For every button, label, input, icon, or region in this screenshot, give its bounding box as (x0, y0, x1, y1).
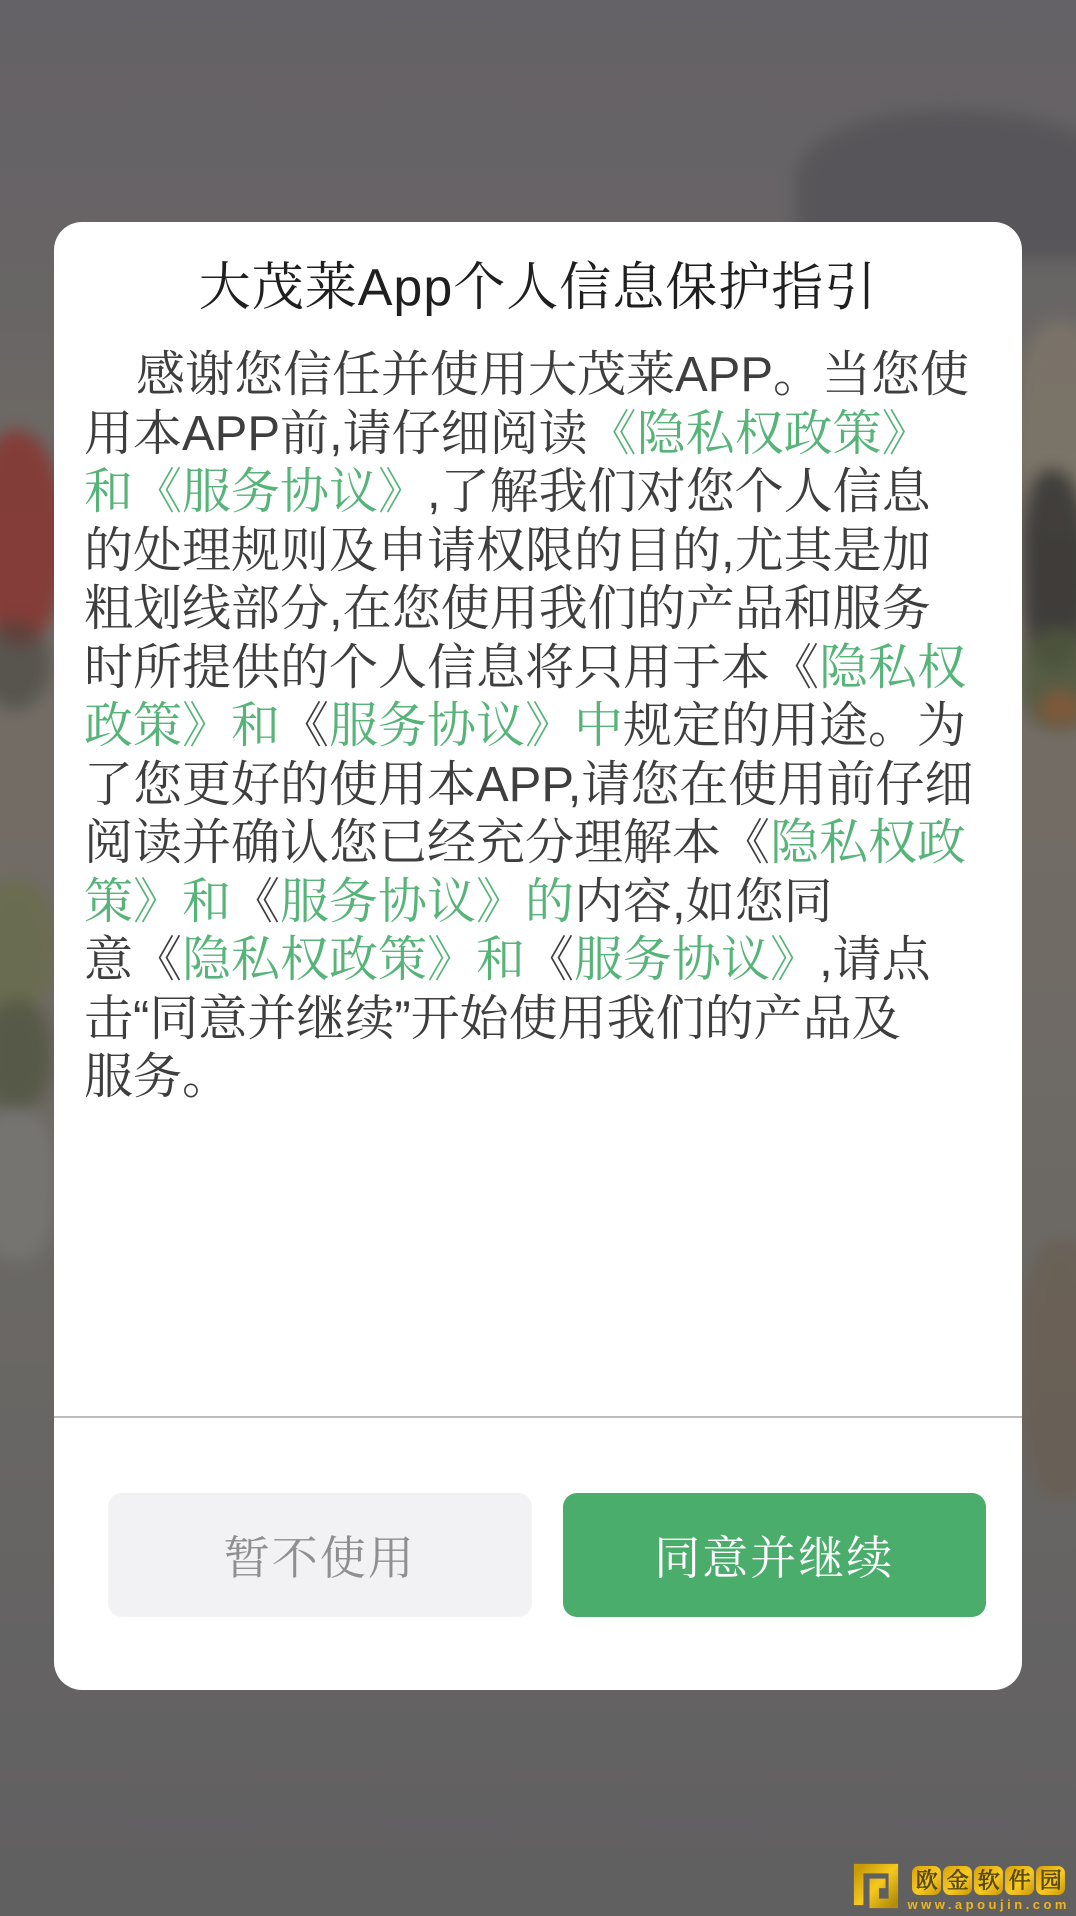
site-name-stamp: 金 (943, 1866, 972, 1895)
body-line (84, 697, 994, 756)
site-name-stamp: 软 (974, 1866, 1003, 1895)
body-line (84, 756, 994, 815)
body-line (84, 346, 994, 405)
privacy-notice-text (84, 346, 994, 1107)
privacy-policy-link[interactable]: 《隐私权政策》 (587, 406, 931, 461)
site-name-stamp: 件 (1005, 1866, 1034, 1895)
site-name-stamp: 欧 (912, 1866, 941, 1895)
service-agreement-link[interactable]: 服务协议》 (574, 933, 820, 987)
body-text-segment: ,请点 (819, 933, 931, 987)
body-text-segment: ,了解我们对您个人信息 (427, 465, 931, 519)
service-agreement-link[interactable]: 服务协议》的 (280, 874, 575, 929)
privacy-policy-link[interactable]: 策》和 (84, 874, 232, 929)
dialog-title: 大茂莱App个人信息保护指引 (198, 259, 878, 317)
body-text-segment: 用本APP前,请仔细阅读 (84, 406, 588, 461)
divider (54, 1416, 1022, 1418)
body-line (84, 873, 994, 932)
body-text-segment: 《 (525, 933, 575, 987)
site-watermark (850, 1860, 1070, 1912)
body-text-segment: 《 (280, 699, 330, 753)
privacy-guide-dialog (54, 222, 1022, 1690)
body-line (84, 522, 994, 581)
privacy-policy-link[interactable]: 政策》和 (84, 699, 281, 753)
body-text-segment: 《 (231, 874, 281, 929)
body-text-segment: 服务。 (84, 1050, 232, 1104)
body-line (84, 1048, 994, 1107)
body-text-segment: 意《 (84, 933, 183, 987)
body-line (84, 814, 994, 873)
service-agreement-link[interactable]: 服务协议》中 (329, 699, 624, 753)
body-line (84, 990, 994, 1049)
body-text-segment: 时所提供的个人信息将只用于本《 (84, 640, 820, 695)
body-line (84, 463, 994, 522)
body-text-segment: 内容,如您同 (574, 874, 833, 929)
privacy-policy-link[interactable]: 隐私权政策》和 (182, 933, 526, 987)
body-line (84, 580, 994, 639)
body-text-segment: 阅读并确认您已经充分理解本《 (84, 816, 771, 870)
agree-button[interactable]: 同意并继续 (563, 1493, 987, 1617)
body-line (84, 639, 994, 698)
body-text-segment: 粗划线部分,在您使用我们的产品和服务 (84, 582, 931, 636)
body-text-segment: 规定的用途。为 (623, 699, 967, 753)
body-line (84, 405, 994, 464)
site-name-stamp: 园 (1036, 1866, 1065, 1895)
body-line (84, 931, 994, 990)
watermark-site-name (912, 1866, 1065, 1895)
site-logo-icon (850, 1860, 902, 1912)
privacy-policy-link[interactable]: 隐私权 (819, 640, 967, 695)
privacy-policy-link[interactable]: 隐私权政 (770, 816, 967, 870)
dialog-button-row (108, 1493, 986, 1617)
body-text-segment: 了您更好的使用本APP,请您在使用前仔细 (84, 757, 974, 812)
watermark-url: www.apoujin.com (907, 1897, 1070, 1912)
decline-button[interactable]: 暂不使用 (108, 1493, 532, 1617)
body-text-segment: 击“同意并继续”开始使用我们的产品及 (84, 991, 901, 1046)
service-agreement-link[interactable]: 和《服务协议》 (84, 465, 428, 519)
body-text-segment: 感谢您信任并使用大茂莱APP。当您使 (136, 348, 970, 402)
body-text-segment: 的处理规则及申请权限的目的,尤其是加 (84, 523, 931, 578)
